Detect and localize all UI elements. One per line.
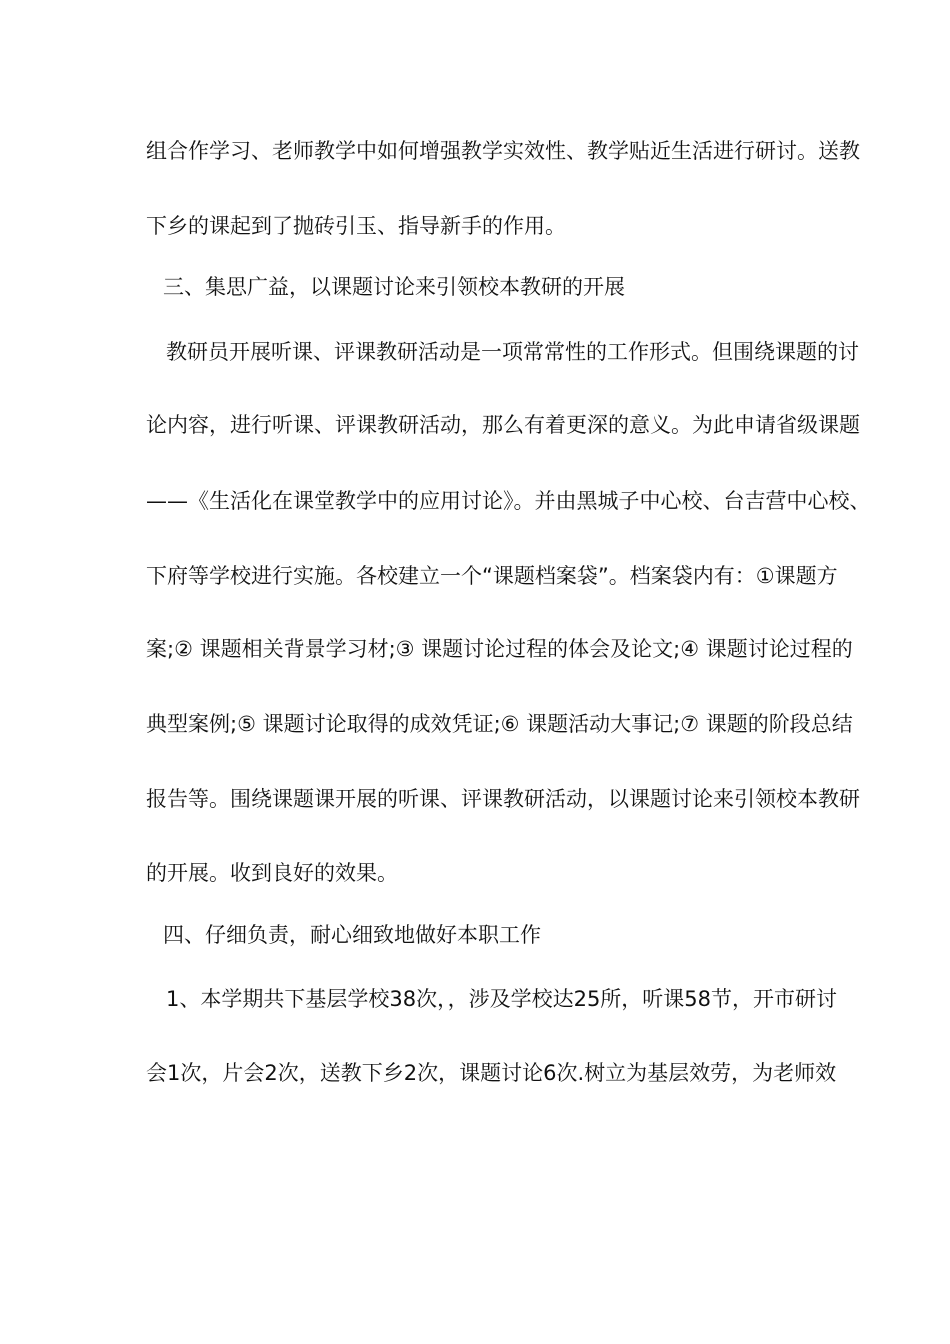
body-text-line: ——《生活化在课堂教学中的应用讨论》。并由黑城子中心校、台吉营中心校、 xyxy=(146,489,871,513)
body-text-line: 组合作学习、老师教学中如何增强教学实效性、教学贴近生活进行研讨。送教 xyxy=(146,139,860,163)
body-text-line: 报告等。围绕课题课开展的听课、评课教研活动，以课题讨论来引领校本教研 xyxy=(146,787,860,811)
body-text-line: 下府等学校进行实施。各校建立一个“课题档案袋”。档案袋内有：①课题方 xyxy=(146,564,838,588)
body-text-line: 案;② 课题相关背景学习材;③ 课题讨论过程的体会及论文;④ 课题讨论过程的 xyxy=(146,637,853,661)
section-heading: 四、仔细负责，耐心细致地做好本职工作 xyxy=(163,923,541,947)
body-text-line: 的开展。收到良好的效果。 xyxy=(146,861,398,885)
section-heading: 三、集思广益，以课题讨论来引领校本教研的开展 xyxy=(163,275,625,299)
body-text-line: 教研员开展听课、评课教研活动是一项常常性的工作形式。但围绕课题的讨 xyxy=(166,340,859,364)
body-text-line: 1、本学期共下基层学校38次，，涉及学校达25所，听课58节，开市研讨 xyxy=(166,987,838,1011)
body-text-line: 论内容，进行听课、评课教研活动，那么有着更深的意义。为此申请省级课题 xyxy=(146,413,860,437)
body-text-line: 典型案例;⑤ 课题讨论取得的成效凭证;⑥ 课题活动大事记;⑦ 课题的阶段总结 xyxy=(146,712,853,736)
body-text-line: 会1次，片会2次，送教下乡2次，课题讨论6次.树立为基层效劳，为老师效 xyxy=(146,1061,837,1085)
body-text-line: 下乡的课起到了抛砖引玉、指导新手的作用。 xyxy=(146,214,566,238)
